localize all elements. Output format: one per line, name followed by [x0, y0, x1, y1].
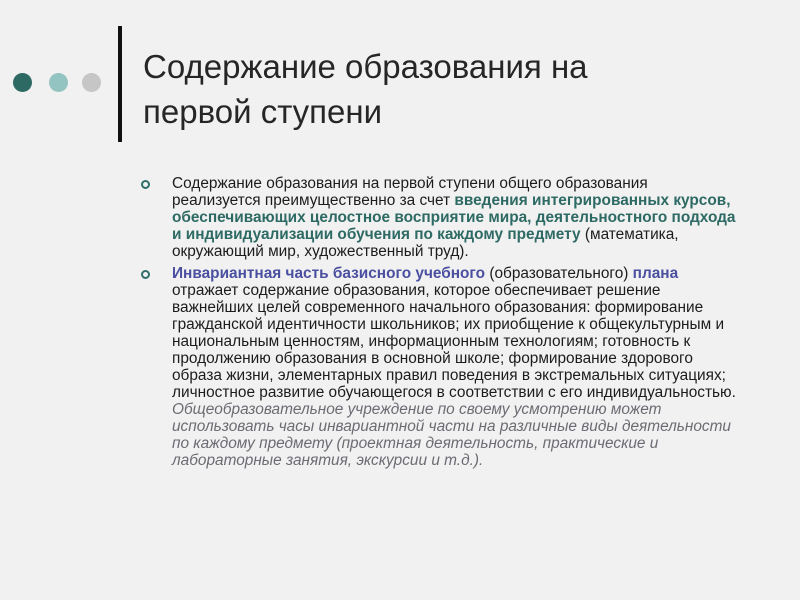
slide-title [143, 44, 703, 134]
bullet-2-text-main: отражает содержание образования, которое обеспечивает решение важнейших целей современного начального образования: формирование гражданской идентичности школьников; их приобщение к общекультурным и национальным ценностям, информационным технологиям; готовность к продолжению образования в основной школе; формирование здорового образа жизни, элементарных правил поведения в экстремальных ситуациях; личностное развитие обучающегося в соответствии с его индивидуальностью. [172, 282, 736, 401]
bullet-1-text-start: Содержание образования на первой ступени общего образования реализуется преимущественно за счет [172, 175, 648, 209]
slide-body [140, 175, 740, 474]
slide-title-line1: Содержание образования на [143, 48, 588, 85]
title-divider-bar [118, 26, 122, 142]
bullet-2-highlight-1: Инвариантная часть базисного учебного [172, 265, 486, 282]
bullet-2-text-start: (образовательного) [485, 265, 633, 282]
bullet-item-1 [140, 175, 740, 260]
bullet-1-highlight: введения интегрированных курсов, обеспечивающих целостное восприятие мира, деятельностного подхода и индивидуализации обучения по каждому предмету [172, 192, 736, 243]
bullet-2-highlight-2: плана [632, 265, 679, 282]
decor-dot-gray [82, 73, 101, 92]
bullet-text-2 [172, 265, 740, 469]
bullet-ring-icon [141, 180, 150, 189]
bullet-2-italic-note: Общеобразовательное учреждение по своему усмотрению может использовать часы инвариантной части на различные виды деятельности по каждому предмету (проектная деятельность, практические и лабораторные занятия, экскурсии и т.д.). [172, 401, 731, 469]
decor-dot-dark-teal [13, 73, 32, 92]
bullet-text-1 [172, 175, 740, 260]
bullet-1-text-end: (математика, окружающий мир, художественный труд). [172, 226, 679, 260]
slide-title-line2: первой ступени [143, 93, 383, 130]
bullet-ring-icon [141, 270, 150, 279]
decor-dot-light-teal [49, 73, 68, 92]
bullet-item-2 [140, 265, 740, 469]
